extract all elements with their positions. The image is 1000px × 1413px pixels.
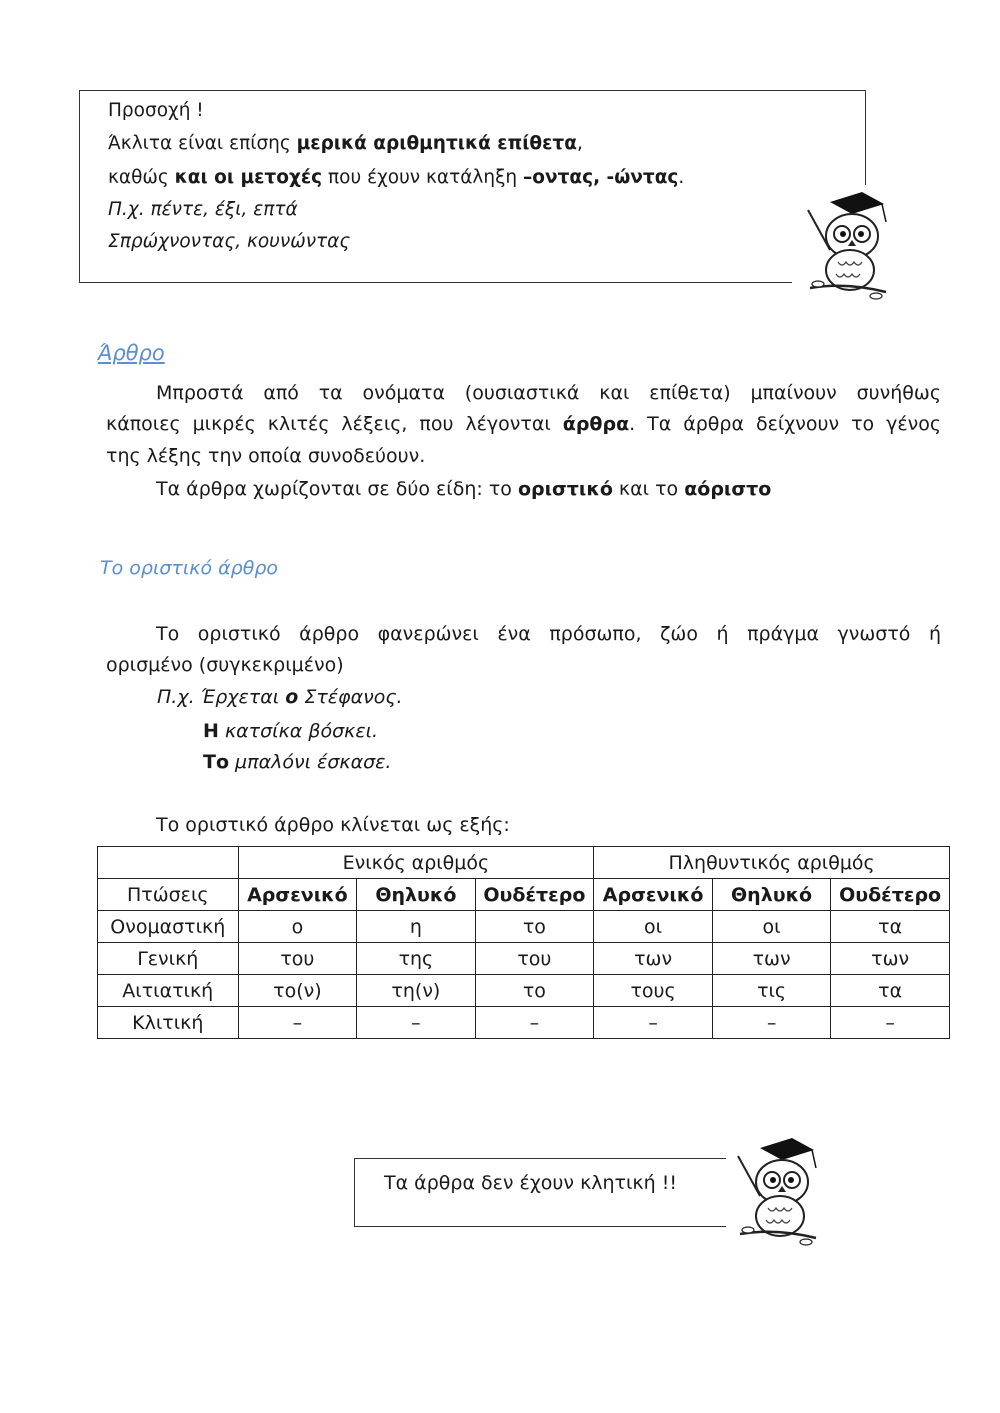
note-line-example-participles: Σπρώχνοντας, κουνώντας [108,231,351,252]
table-cell: – [238,1007,357,1039]
note-line-example-numbers: Π.χ. πέντε, έξι, επτά [108,199,298,220]
table-cell: – [357,1007,475,1039]
table-header-gender: Ουδέτερο [475,879,594,911]
table-group-singular: Ενικός αριθμός [238,847,594,879]
table-cell: του [475,943,594,975]
paragraph-line: Το οριστικό άρθρο φανερώνει ένα πρόσωπο, ζώο ή πράγμα γνωστό ή [156,623,941,645]
table-cell: – [712,1007,830,1039]
table-cell: το [475,975,594,1007]
note-box-border-top [79,90,866,91]
table-cell: η [357,911,475,943]
table-group-header-row [98,847,950,879]
table-case-label: Ονομαστική [98,911,239,943]
table-cell: οι [594,911,713,943]
table-cell: – [594,1007,713,1039]
declension-table [97,846,950,1039]
paragraph-line: κάποιες μικρές κλιτές λέξεις, που λέγονται άρθρα. Τα άρθρα δείχνουν το γένος [106,413,942,435]
table-header-gender: Αρσενικό [594,879,713,911]
section-heading-arthro: Άρθρο [98,341,165,365]
table-cell: ο [238,911,357,943]
table-group-plural: Πληθυντικός αριθμός [594,847,950,879]
note-box-border-left [354,1158,355,1226]
owl-teacher-icon [800,188,892,304]
note-box [79,90,866,282]
table-header-gender: Ουδέτερο [831,879,950,911]
note-line-aklita: Άκλιτα είναι επίσης μερικά αριθμητικά επίθετα, [108,133,583,154]
table-case-label: Κλιτική [98,1007,239,1039]
table-cell: – [831,1007,950,1039]
table-row [98,1007,950,1039]
note-vocative-text: Τα άρθρα δεν έχουν κλητική !! [384,1172,677,1194]
paragraph-line: της λέξης την οποία συνοδεύουν. [106,445,426,467]
paragraph-line: ορισμένο (συγκεκριμένο) [106,654,344,676]
section-heading-oristiko: Το οριστικό άρθρο [100,557,279,579]
owl-teacher-icon [730,1134,822,1250]
note-box-border-bottom [79,282,792,283]
table-row [98,911,950,943]
example-line: Το μπαλόνι έσκασε. [203,751,392,773]
table-header-gender: Θηλυκό [357,879,475,911]
example-line: Η κατσίκα βόσκει. [203,720,379,742]
table-cell: το(ν) [238,975,357,1007]
note-box-border-bottom [354,1226,726,1227]
table-cell: το [475,911,594,943]
table-cell: τα [831,975,950,1007]
table-cell: των [594,943,713,975]
table-cell: του [238,943,357,975]
table-cell: των [712,943,830,975]
table-cell: τις [712,975,830,1007]
table-header-row [98,879,950,911]
table-case-label: Γενική [98,943,239,975]
table-row [98,975,950,1007]
table-intro: Το οριστικό άρθρο κλίνεται ως εξής: [156,814,510,836]
example-line: Π.χ. Έρχεται ο Στέφανος. [157,686,403,708]
note-box-border-left [79,90,80,282]
table-cell-empty [98,847,239,879]
note-line-attention: Προσοχή ! [108,100,204,121]
table-cell: των [831,943,950,975]
note-line-metoxes: καθώς και οι μετοχές που έχουν κατάληξη –οντας, -ώντας. [108,167,685,188]
table-cell: τα [831,911,950,943]
table-row [98,943,950,975]
table-header-cases: Πτώσεις [98,879,239,911]
table-cell: τη(ν) [357,975,475,1007]
table-cell: οι [712,911,830,943]
note-box-vocative [354,1158,726,1226]
note-box-border-right [865,90,866,185]
table-case-label: Αιτιατική [98,975,239,1007]
note-box-border-top [354,1158,726,1159]
table-header-gender: Θηλυκό [712,879,830,911]
paragraph-article-types: Τα άρθρα χωρίζονται σε δύο είδη: το οριστικό και το αόριστο [156,478,772,500]
table-cell: της [357,943,475,975]
paragraph-line: Μπροστά από τα ονόματα (ουσιαστικά και επίθετα) μπαίνουν συνήθως [156,382,941,404]
table-cell: – [475,1007,594,1039]
table-cell: τους [594,975,713,1007]
table-header-gender: Αρσενικό [238,879,357,911]
